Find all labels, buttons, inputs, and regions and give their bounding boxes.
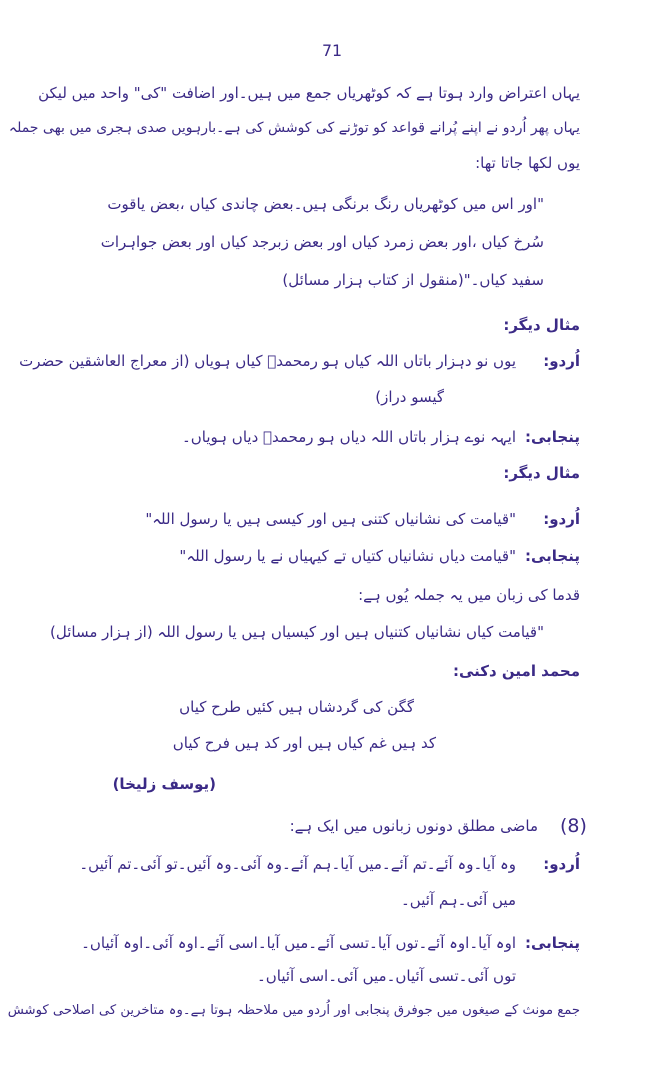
language-label-urdu: اُردو: (543, 352, 580, 370)
text-line: "قیامت دیاں نشانیاں کتیاں تے کیہیاں نے یا رسول اللہ" (179, 547, 516, 565)
page-number: 71 (321, 41, 343, 60)
example-heading: مثال دیگر: (503, 464, 580, 482)
text-line: جمع مونث کے صیغوں میں جوفرق پنجابی اور اُردو میں ملاحظہ ہوتا ہے۔وہ متاخرین کی اصلاحی کوشش (7, 1003, 580, 1018)
text-line: قدما کی زبان میں یہ جملہ یُوں ہے: (358, 586, 580, 604)
quote-line: "قیامت کیاں نشانیاں کتنیاں ہیں اور کیسیاں ہیں یا رسول اللہ (از ہزار مسائل) (50, 623, 544, 641)
section-heading: ماضی مطلق دونوں زبانوں میں ایک ہے: (289, 817, 538, 835)
verse-line: کد ہیں غم کیاں ہیں اور کد ہیں فرح کیاں (172, 734, 436, 752)
language-label-urdu: اُردو: (543, 510, 580, 528)
text-line: اوہ آیا۔اوہ آئے۔توں آیا۔تسی آئے۔میں آیا۔اسی آئے۔اوہ آئی۔اوہ آئیاں۔ (81, 934, 516, 952)
source-citation: (یوسف زلیخا) (112, 775, 216, 793)
quote-line: سُرخ کیاں ،اور بعض زمرد کیاں اور بعض زبرجد کیاں اور بعض جواہرات (100, 233, 544, 251)
language-label-urdu: اُردو: (543, 855, 580, 873)
text-line: وہ آیا۔وہ آئے۔تم آئے۔میں آیا۔ہم آئے۔وہ آئی۔وہ آئیں۔تو آئی۔تم آئیں۔ (79, 855, 516, 873)
text-line: یہاں پھر اُردو نے اپنے پُرانے قواعد کو توڑنے کی کوشش کی ہے۔بارہویں صدی ہجری میں بھی جملہ (8, 120, 580, 136)
text-line: یوں نو دہزار باتاں اللہ کیاں ہو رمحمدؐ کیاں ہویاں (از معراج العاشقین حضرت (19, 352, 516, 370)
text-line: ایہہ نوے ہزار باتاں اللہ دیاں ہو رمحمدؐ دیاں ہویاں۔ (181, 428, 516, 446)
verse-line: گگن کی گردشاں ہیں کئیں طرح کیاں (179, 698, 414, 716)
text-line: یہاں اعتراض وارد ہوتا ہے کہ کوٹھریاں جمع میں ہیں۔اور اضافت "کی" واحد میں لیکن (38, 84, 580, 102)
language-label-punjabi: پنجابی: (524, 547, 580, 565)
section-number: (8) (560, 815, 587, 837)
example-heading: مثال دیگر: (503, 316, 580, 334)
text-line: میں آئی۔ہم آئیں۔ (401, 891, 516, 909)
language-label-punjabi: پنجابی: (524, 428, 580, 446)
language-label-punjabi: پنجابی: (524, 934, 580, 952)
text-line: یوں لکھا جاتا تھا: (475, 154, 580, 172)
text-line: گیسو دراز) (375, 388, 444, 406)
text-line: "قیامت کی نشانیاں کتنی ہیں اور کیسی ہیں یا رسول اللہ" (145, 510, 516, 528)
poet-name: محمد امین دکنی: (452, 662, 580, 680)
text-line: توں آئی۔تسی آئیاں۔میں آئی۔اسی آئیاں۔ (256, 967, 516, 985)
quote-line: "اور اس میں کوٹھریاں رنگ برنگی ہیں۔بعض چاندی کیاں ،بعض یاقوت (107, 195, 544, 213)
quote-line: سفید کیاں۔"(منقول از کتاب ہزار مسائل) (282, 271, 544, 289)
